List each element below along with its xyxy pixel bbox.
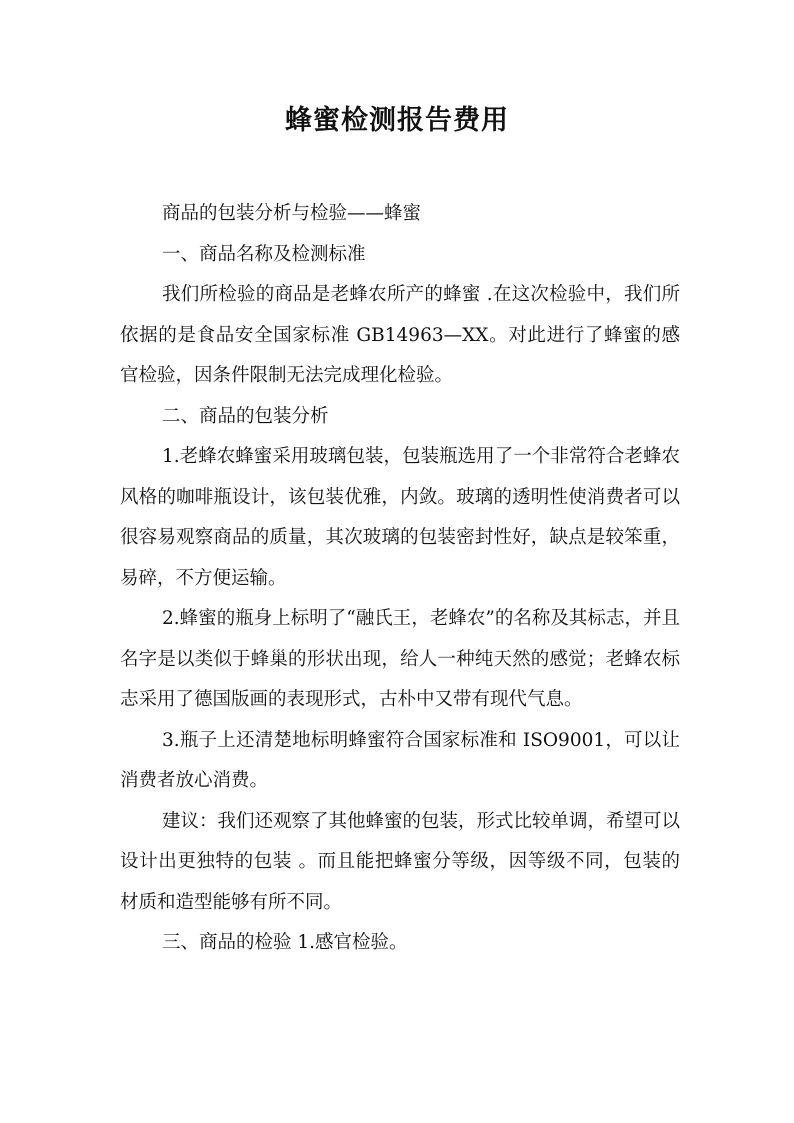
paragraph-packaging-1: 1.老蜂农蜂蜜采用玻璃包装，包装瓶选用了一个非常符合老蜂农风格的咖啡瓶设计，该包装优雅，内敛。玻璃的透明性使消费者可以很容易观察商品的质量，其次玻璃的包装密封性好，缺点是较笨重，易碎，不方便运输。: [120, 446, 680, 589]
section-heading-1: 一、商品名称及检测标准: [162, 243, 366, 265]
section-heading-3: 三、商品的检验 1.感官检验。: [162, 932, 408, 953]
paragraph-packaging-3: 3.瓶子上还清楚地标明蜂蜜符合国家标准和 ISO9001，可以让消费者放心消费。: [120, 729, 680, 791]
paragraph-packaging-2: 2.蜂蜜的瓶身上标明了“融氏王，老蜂农”的名称及其标志，并且名字是以类似于蜂巢的形状出现，给人一种纯天然的感觉；老蜂农标志采用了德国版画的表现形式，古朴中又带有现代气息。: [120, 608, 680, 710]
section-heading-2: 二、商品的包装分析: [162, 405, 329, 427]
document-title: 蜂蜜检测报告费用: [285, 105, 509, 136]
paragraph-standard: 我们所检验的商品是老蜂农所产的蜂蜜 .在这次检验中，我们所依据的是食品安全国家标准 GB14963—XX。对此进行了蜂蜜的感官检验，因条件限制无法完成理化检验。: [120, 284, 680, 386]
paragraph-subtitle: 商品的包装分析与检验——蜂蜜: [162, 203, 422, 224]
document-body: [120, 194, 680, 964]
paragraph-suggestion: 建议：我们还观察了其他蜂蜜的包装，形式比较单调，希望可以设计出更独特的包装 。而且能把蜂蜜分等级，因等级不同，包装的材质和造型能够有所不同。: [120, 810, 681, 913]
